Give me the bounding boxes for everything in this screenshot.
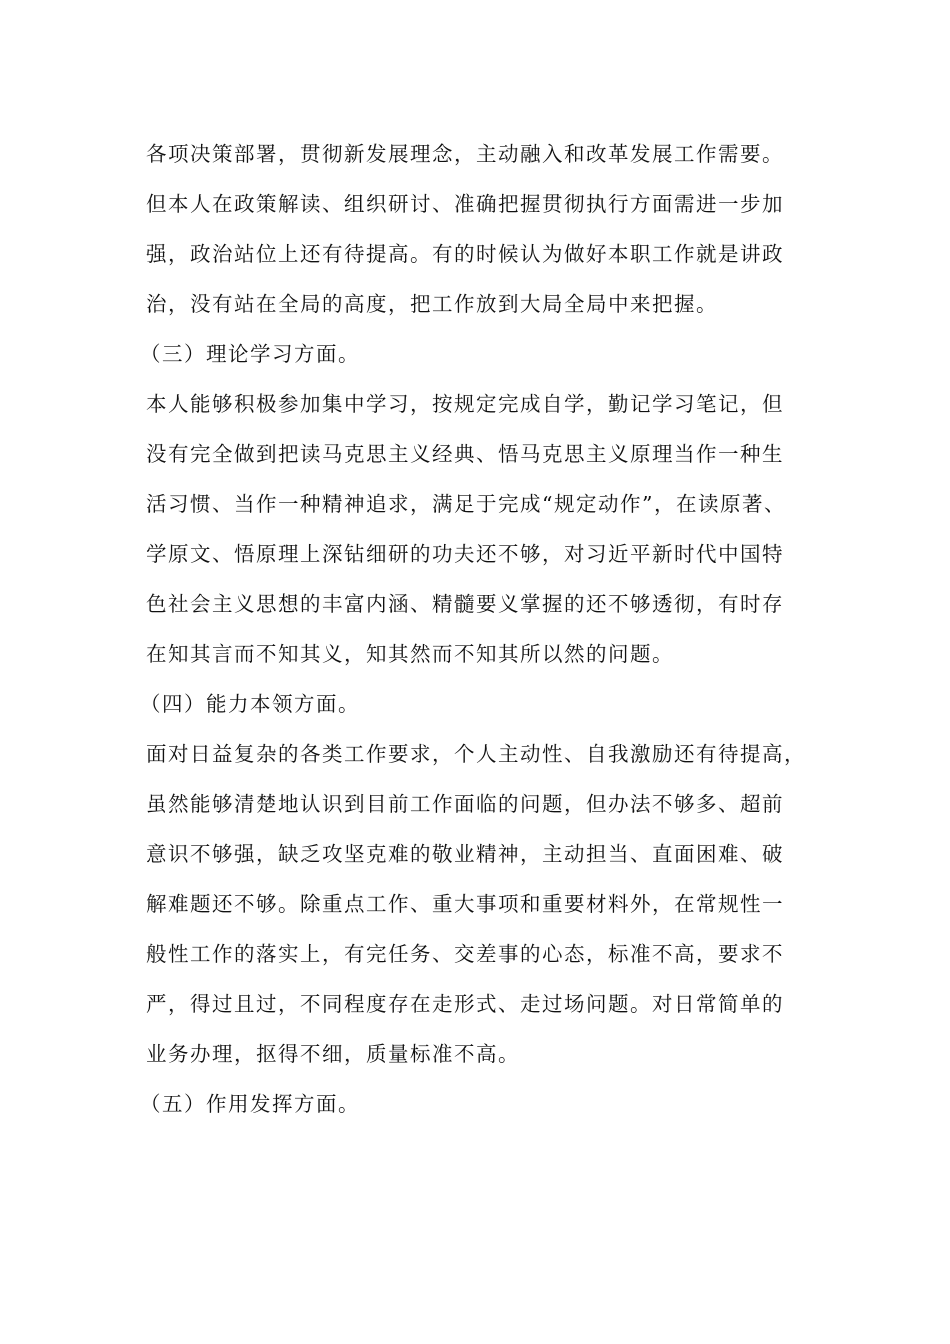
body-line: 色社会主义思想的丰富内涵、精髓要义掌握的还不够透彻，有时存 <box>146 592 784 616</box>
body-line: 意识不够强，缺乏攻坚克难的敬业精神，主动担当、直面困难、破 <box>146 842 784 866</box>
body-line: 活习惯、当作一种精神追求，满足于完成“规定动作”，在读原著、 <box>146 492 786 516</box>
section-heading: （四）能力本领方面。 <box>140 692 360 716</box>
body-line: 各项决策部署，贯彻新发展理念，主动融入和改革发展工作需要。 <box>146 142 784 166</box>
body-line: 在知其言而不知其义，知其然而不知其所以然的问题。 <box>146 642 674 666</box>
body-line: 虽然能够清楚地认识到目前工作面临的问题，但办法不够多、超前 <box>146 792 784 816</box>
body-line: 严，得过且过，不同程度存在走形式、走过场问题。对日常简单的 <box>146 992 784 1016</box>
document-body <box>140 129 836 1129</box>
body-line: 业务办理，抠得不细，质量标准不高。 <box>146 1042 520 1066</box>
body-line: 般性工作的落实上，有完任务、交差事的心态，标准不高，要求不 <box>146 942 784 966</box>
body-line: 本人能够积极参加集中学习，按规定完成自学，勤记学习笔记，但 <box>146 392 784 416</box>
body-line: 没有完全做到把读马克思主义经典、悟马克思主义原理当作一种生 <box>146 442 784 466</box>
body-line: 治，没有站在全局的高度，把工作放到大局全局中来把握。 <box>146 292 718 316</box>
section-heading: （三）理论学习方面。 <box>140 342 360 366</box>
body-line: 学原文、悟原理上深钻细研的功夫还不够，对习近平新时代中国特 <box>146 542 784 566</box>
body-line: 面对日益复杂的各类工作要求，个人主动性、自我激励还有待提高， <box>146 742 806 766</box>
body-line: 但本人在政策解读、组织研讨、准确把握贯彻执行方面需进一步加 <box>146 192 784 216</box>
body-line: 强，政治站位上还有待提高。有的时候认为做好本职工作就是讲政 <box>146 242 784 266</box>
body-line: 解难题还不够。除重点工作、重大事项和重要材料外，在常规性一 <box>146 892 784 916</box>
section-heading: （五）作用发挥方面。 <box>140 1092 360 1116</box>
